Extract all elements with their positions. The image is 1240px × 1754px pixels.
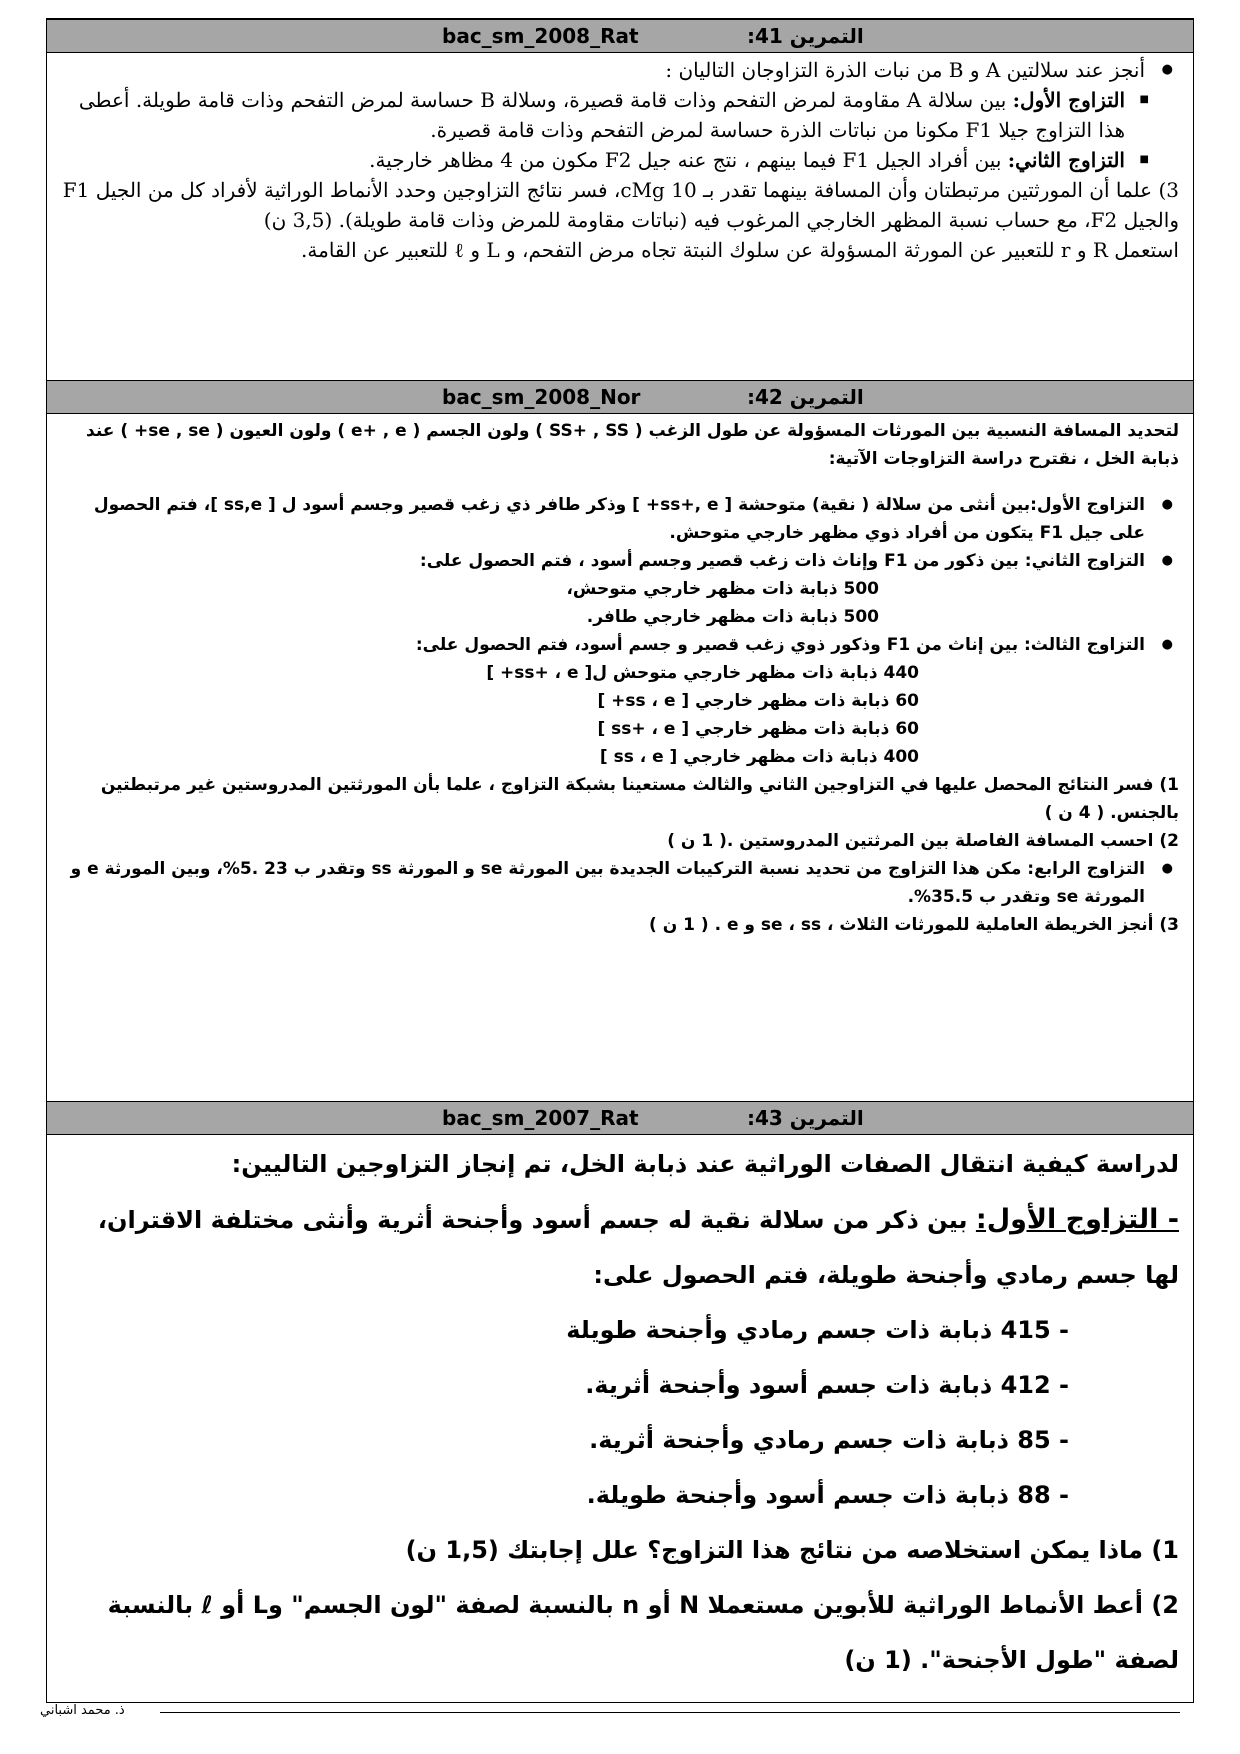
- exercise-41-question-3: 3) علما أن المورثتين مرتبطتان وأن المسافة بينهما تقدر بـ 10 cMg، فسر نتائج التزاوجين وحدد الأنماط الوراثية لأفراد كل من الجيل F1 والجيل F2، مع حساب نسبة المظهر الخارجي المرغوب فيه (نباتات مقاومة للمرض وذات قامة طويلة). (3,5 ن): [62, 178, 1179, 232]
- exercise-41-intro: ● أنجز عند سلالتين A و B من نبات الذرة التزاوجان التاليان :: [61, 55, 1179, 85]
- exercise-42-cross2-result-1: 500 ذبابة ذات مظهر خارجي متوحش،: [566, 579, 879, 599]
- exercise-42-intro: لتحديد المسافة النسبية بين المورثات المسؤولة عن طول الزغب ( SS+ , SS ) ولون الجسم ( e+ , e ) ولون العيون ( se , se+ ) عند ذبابة الخل ، نقترح دراسة التزاوجات الآتية:: [86, 421, 1179, 469]
- exercise-41-cross1-text: بين سلالة A مقاومة لمرض التفحم وذات قامة قصيرة، وسلالة B حساسة لمرض التفحم وذات قامة طويلة. أعطى هذا التزاوج جيلا F1 مكونا من نباتات الذرة حساسة لمرض التفحم وذات قامة قصيرة.: [78, 88, 1125, 142]
- exercise-42-question-3: 3) أنجز الخريطة العاملية للمورثات الثلاث ، se ، ss و e . ( 1 ن ): [649, 915, 1179, 935]
- footer-author: ذ. محمد اشباني: [40, 1703, 125, 1718]
- exercise-41-code: bac_sm_2008_Rat: [442, 24, 639, 48]
- exercise-41-header: [47, 19, 1193, 53]
- exercise-41-cross2: [61, 145, 1179, 175]
- exercise-43-result-1: - 415 ذبابة ذات جسم رمادي وأجنحة طويلة: [566, 1316, 1069, 1344]
- exercise-41-number: التمرين 41:: [747, 24, 864, 48]
- exercise-42-cross3-result-2: 60 ذبابة ذات مظهر خارجي [ ss ، e+ ]: [597, 691, 919, 711]
- exercise-43-result-4: - 88 ذبابة ذات جسم أسود وأجنحة طويلة.: [586, 1481, 1069, 1509]
- exercise-43-intro: لدراسة كيفية انتقال الصفات الوراثية عند ذبابة الخل، تم إنجاز التزاوجين التاليين:: [231, 1150, 1179, 1178]
- exercise-43-cross1-title: - التزاوج الأول:: [975, 1204, 1179, 1235]
- exercise-41-note: استعمل R و r للتعبير عن المورثة المسؤولة عن سلوك النبتة تجاه مرض التفحم، و L و ℓ للتعبير عن القامة.: [301, 238, 1179, 262]
- exercise-43-header: [47, 1101, 1193, 1135]
- exercise-42-code: bac_sm_2008_Nor: [442, 385, 641, 409]
- exercise-42-question-2: 2) احسب المسافة الفاصلة بين المرثتين المدروستين .( 1 ن ): [667, 831, 1179, 851]
- exercise-43-code: bac_sm_2007_Rat: [442, 1106, 639, 1130]
- exercise-41-cross1: [61, 85, 1179, 145]
- exercise-43-question-2: 2) أعط الأنماط الوراثية للأبوين مستعملا N أو n بالنسبة لصفة "لون الجسم" وL أو ℓ بالنسبة لصفة "طول الأجنحة". (1 ن): [107, 1591, 1179, 1674]
- exercise-42-cross2-result-2: 500 ذبابة ذات مظهر خارجي طافر.: [586, 607, 879, 627]
- exercise-42-number: التمرين 42:: [747, 385, 864, 409]
- exercise-42-body: [47, 417, 1193, 939]
- exercise-42-cross2: ● التزاوج الثاني: بين ذكور من F1 وإناث ذات زغب قصير وجسم أسود ، فتم الحصول على:: [61, 547, 1179, 575]
- exercise-43-question-1: 1) ماذا يمكن استخلاصه من نتائج هذا التزاوج؟ علل إجابتك (1,5 ن): [405, 1536, 1179, 1564]
- exercise-43-result-3: - 85 ذبابة ذات جسم رمادي وأجنحة أثرية.: [589, 1426, 1069, 1454]
- exercise-42-cross3-result-3: 60 ذبابة ذات مظهر خارجي [ ss+ ، e ]: [597, 719, 919, 739]
- exercise-41-cross1-title: التزاوج الأول:: [1012, 88, 1125, 112]
- exercise-41-body: [47, 55, 1193, 265]
- exercise-43-body: [47, 1137, 1193, 1688]
- exercise-42-cross3-result-4: 400 ذبابة ذات مظهر خارجي [ ss ، e ]: [599, 747, 919, 767]
- page-frame: [46, 18, 1194, 1703]
- exercise-43-cross1-text: بين ذكر من سلالة نقية له جسم أسود وأجنحة أثرية وأنثى مختلفة الاقتران، لها جسم رمادي وأجنحة طويلة، فتم الحصول على:: [97, 1206, 1179, 1289]
- exercise-42-cross4: ● التزاوج الرابع: مكن هذا التزاوج من تحديد نسبة التركيبات الجديدة بين المورثة se و المورثة ss وتقدر ب 23 .5%، وبين المورثة e و المورثة se وتقدر ب 35.5%.: [61, 855, 1179, 911]
- exercise-42-cross1: ● التزاوج الأول:بين أنثى من سلالة ( نقية) متوحشة [ ss+, e+ ] وذكر طافر ذي زغب قصير وجسم أسود ل [ ss,e ]، فتم الحصول على جيل F1 يتكون من أفراد ذوي مظهر خارجي متوحش.: [61, 491, 1179, 547]
- exercise-42-question-1: 1) فسر النتائج المحصل عليها في التزاوجين الثاني والثالث مستعينا بشبكة التزاوج ، علما بأن المورثتين المدروستين غير مرتبطتين بالجنس. ( 4 ن ): [100, 775, 1179, 823]
- exercise-42-cross3: ● التزاوج الثالث: بين إناث من F1 وذكور ذوي زغب قصير و جسم أسود، فتم الحصول على:: [61, 631, 1179, 659]
- exercise-42-header: [47, 380, 1193, 414]
- exercise-43-result-2: - 412 ذبابة ذات جسم أسود وأجنحة أثرية.: [585, 1371, 1069, 1399]
- exercise-43-cross1: [61, 1192, 1179, 1303]
- exercise-41-cross2-title: التزاوج الثاني:: [1007, 148, 1125, 172]
- exercise-41-cross2-text: بين أفراد الجيل F1 فيما بينهم ، نتج عنه جيل F2 مكون من 4 مظاهر خارجية.: [369, 148, 1008, 172]
- exercise-43-number: التمرين 43:: [747, 1106, 864, 1130]
- footer-line: [160, 1712, 1180, 1713]
- exercise-42-cross3-result-1: 440 ذبابة ذات مظهر خارجي متوحش ل[ ss+ ، e+ ]: [486, 663, 919, 683]
